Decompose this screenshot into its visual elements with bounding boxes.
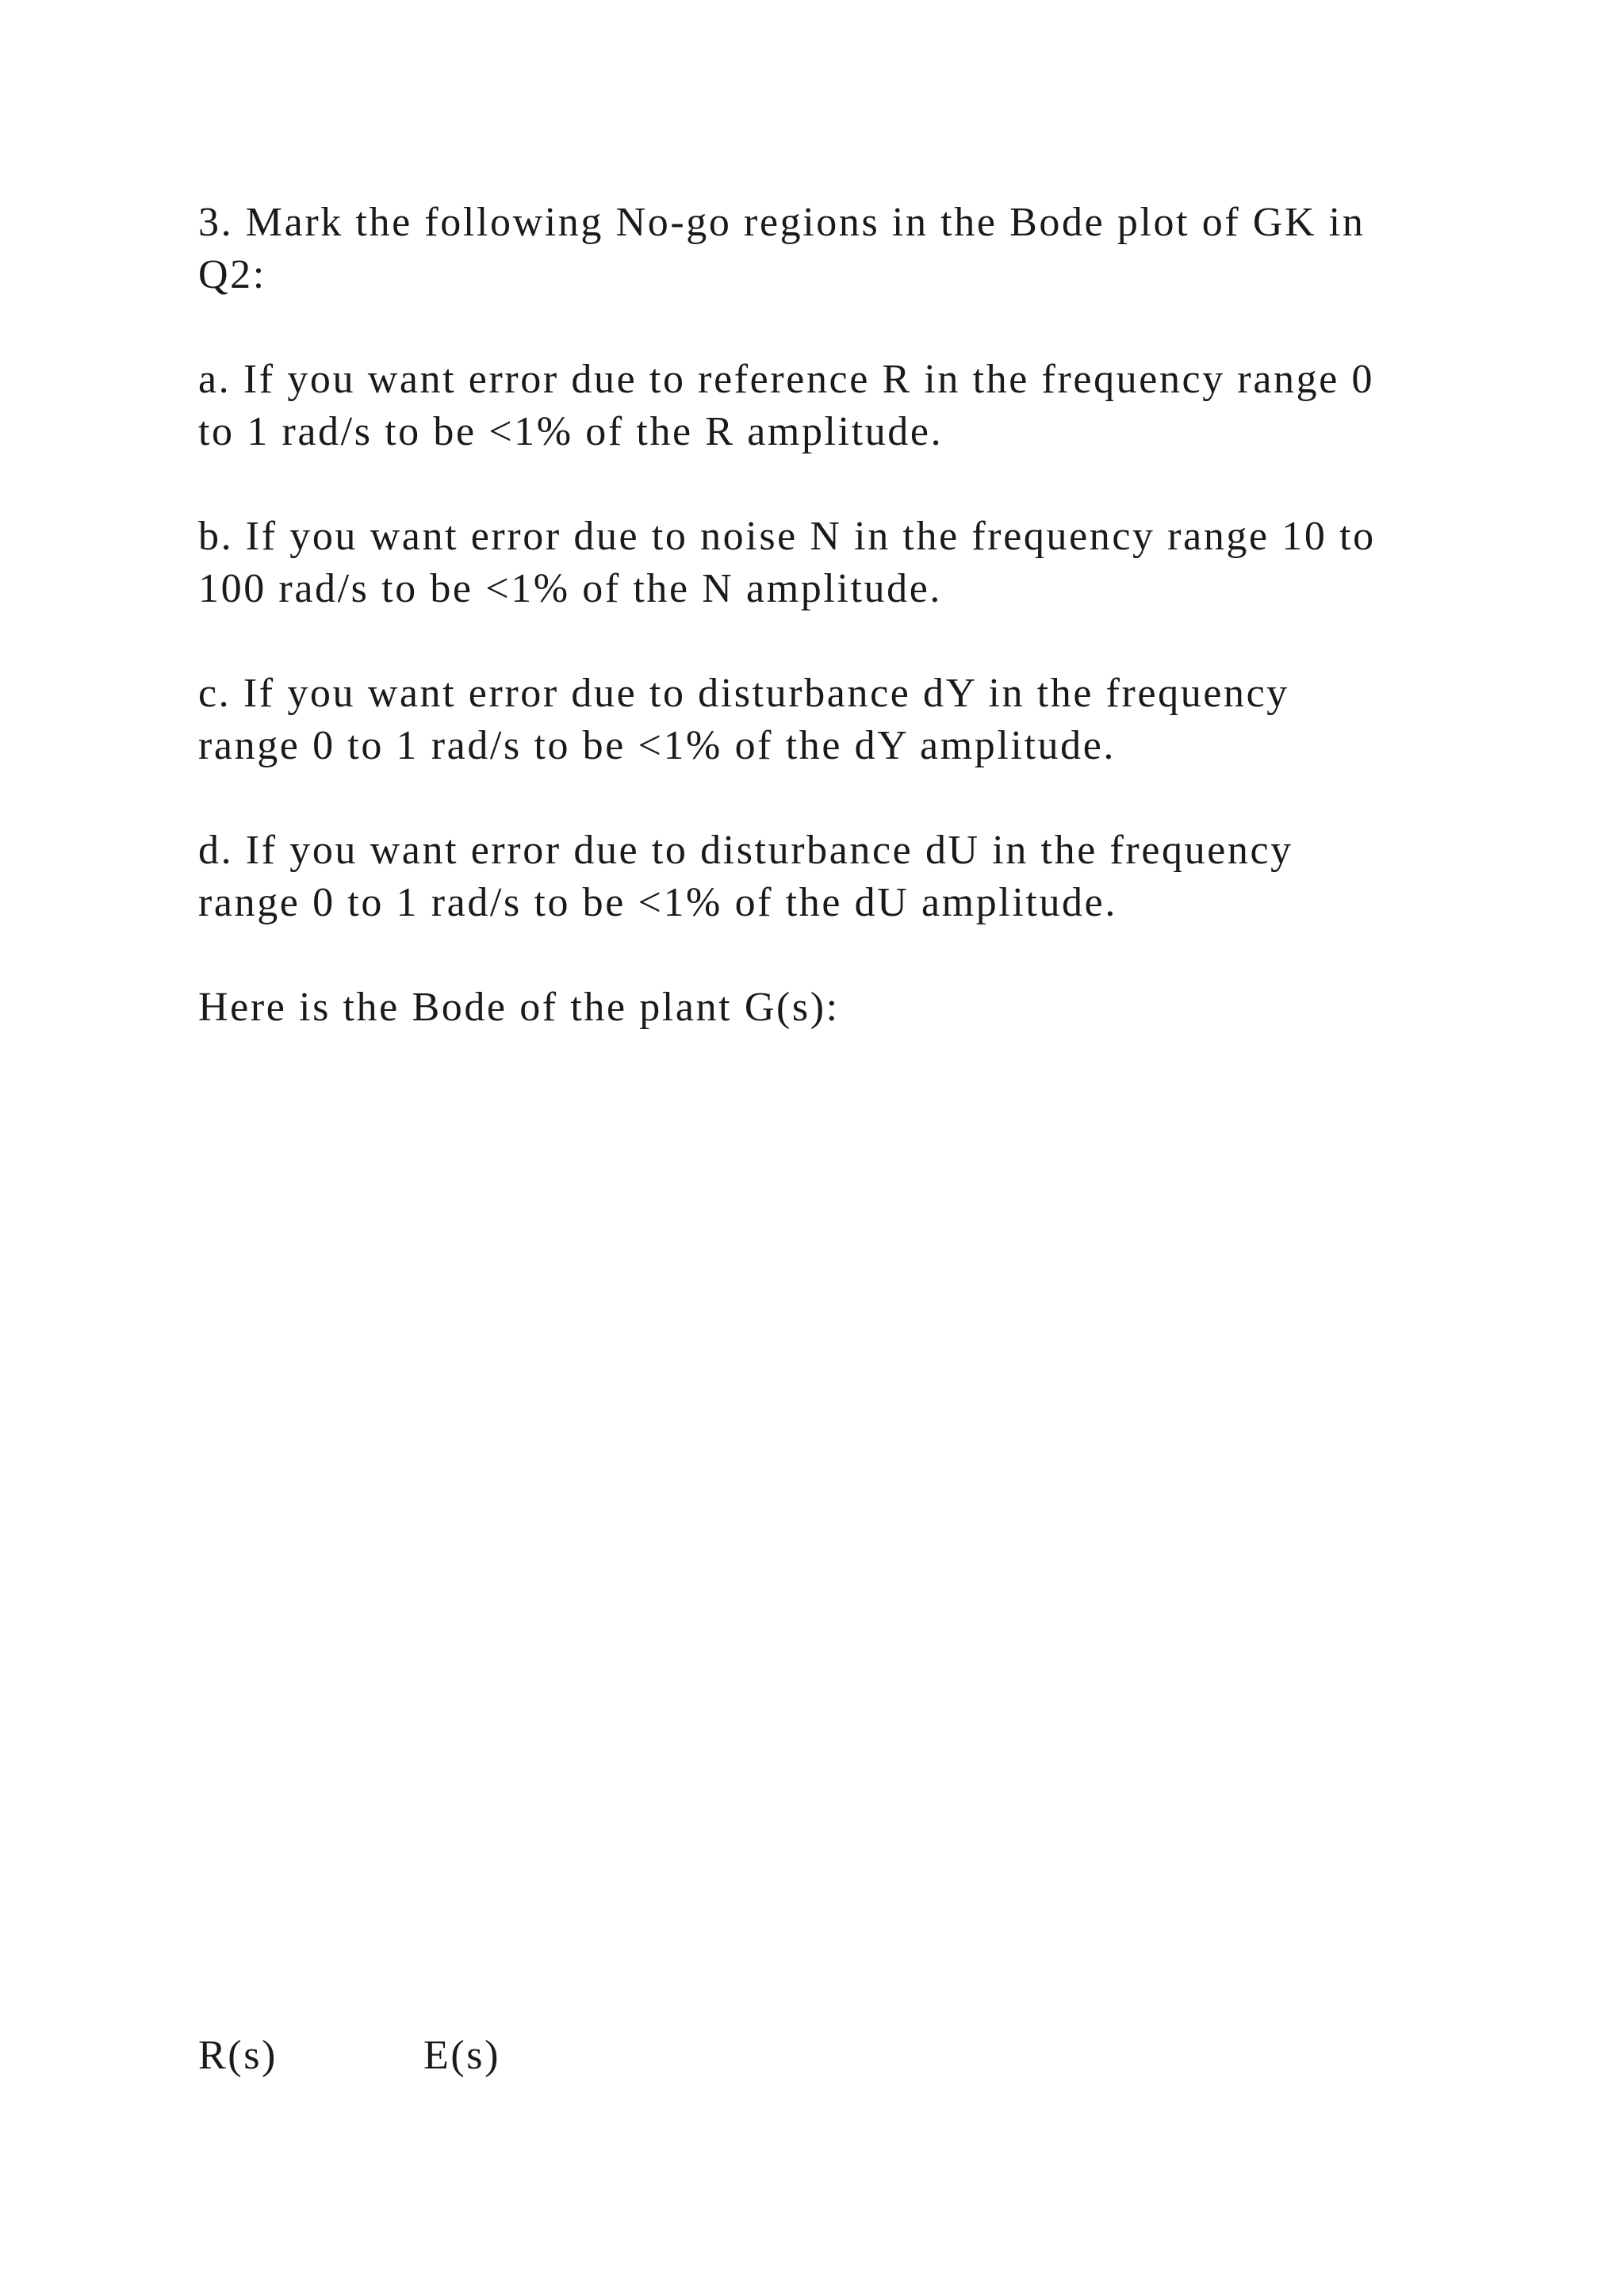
question-part-d: d. If you want error due to disturbance dU in the frequency range 0 to 1 rad/s to be <1% of the dU amplitude. [198,828,1293,925]
error-signal-label: E(s) [423,2033,501,2078]
question-heading: 3. Mark the following No-go regions in the Bode plot of GK in Q2: [198,200,1365,297]
question-part-c: c. If you want error due to disturbance dY in the frequency range 0 to 1 rad/s to be <1% of the dY amplitude. [198,671,1289,768]
reference-signal-label: R(s) [198,2033,278,2078]
bode-plot-intro: Here is the Bode of the plant G(s): [198,985,840,1030]
question-part-a: a. If you want error due to reference R in the frequency range 0 to 1 rad/s to be <1% of the R amplitude. [198,357,1375,454]
question-part-b: b. If you want error due to noise N in the frequency range 10 to 100 rad/s to be <1% of the N amplitude. [198,514,1376,611]
